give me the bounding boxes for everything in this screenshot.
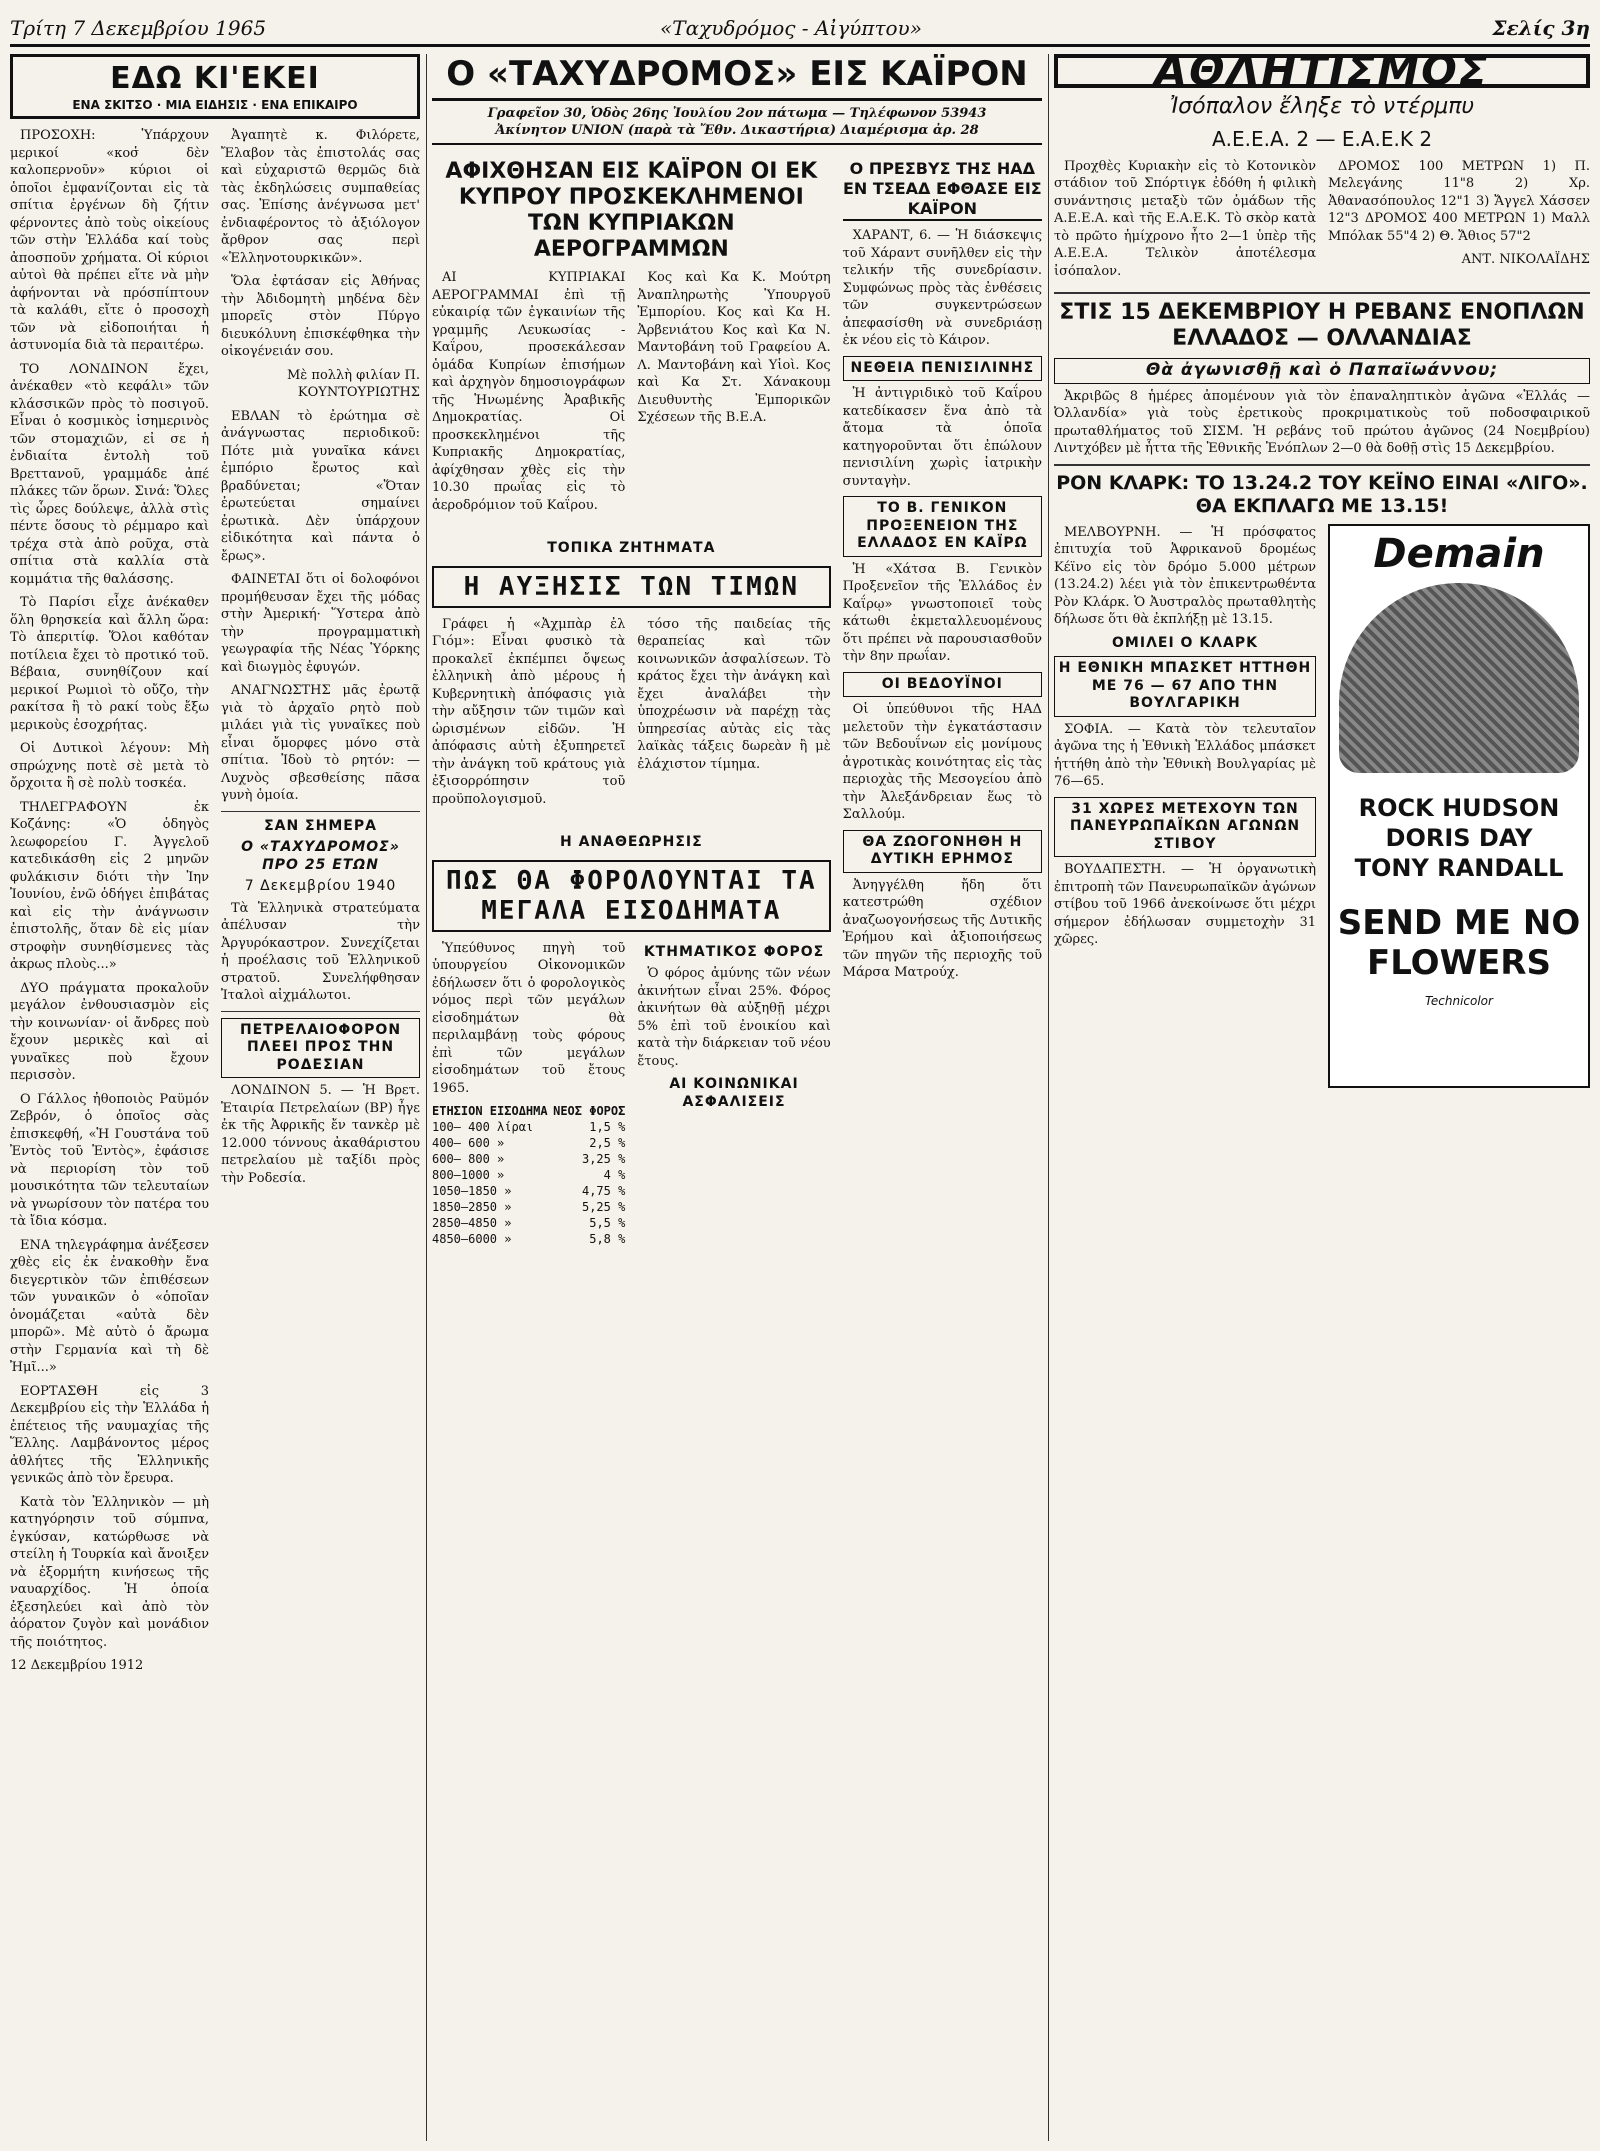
headline: Η ΕΘΝΙΚΗ ΜΠΑΣΚΕΤ ΗΤΤΗΘΗ ΜΕ 76 — 67 ΑΠΟ ΤΗΝ ΒΟΥΛΓΑΡΙΚΗ — [1054, 656, 1316, 717]
headline: ΤΟ Β. ΓΕΝΙΚΟΝ ΠΡΟΞΕΝΕΙΟΝ ΤΗΣ ΕΛΛΑΔΟΣ ΕΝ ΚΑΪΡΩ — [843, 496, 1042, 557]
column-divider — [1048, 54, 1049, 2141]
table-row — [432, 1183, 625, 1199]
ad-actor: ROCK HUDSON — [1358, 794, 1560, 822]
table-row — [432, 1199, 625, 1215]
paragraph: Οἱ Δυτικοὶ λέγουν: Μὴ σπρώχνης ποτὲ σὲ μετὰ τὸ ὄρχοιτα ἢ σὲ πολὺ τοσκέα. — [10, 741, 209, 791]
column-divider — [426, 54, 427, 2141]
section-title: ΕΔΩ ΚΙ'ΕΚΕΙ — [110, 61, 320, 96]
kicker: ΤΟΠΙΚΑ ΖΗΤΗΜΑΤΑ — [547, 540, 716, 556]
address-line: Γραφεῖον 30, Ὁδὸς 26ης Ἰουλίου 2ον πάτωμα — Τηλέφωνον 53943 — [487, 106, 987, 121]
table-cell: 1850—2850 » — [432, 1200, 512, 1214]
table-cell: 5,8 % — [589, 1232, 626, 1246]
paragraph: ΠΡΟΣΟΧΗ: Ὑπάρχουν μερικοί «κοσ̔ δὲν καλοπερνοῦν» κύριοι οἱ ὁποῖοι ἐμφανίζονται εἰς τὰ σπίτια ἐργένων δὴ ζήτιν φέρνοντες ἀπὸ τοὺς οἰκείους τῶν στὴν Ἑλλάδα καί τοὺς ἀποσποῦν χρήματα. Οἱ κύριοι αὐτοὶ θὰ πρέπει εἴτε νὰ μὴν ἀφήνονται νὰ πρόσπίπτουν τὰ καλάθι, εἴτε ὁ προσοχὴ τῶν νὰ εἰδοποιήται ἡ ἀστυνομία διὰ τὰ περαιτέρω. — [10, 128, 209, 353]
paragraph: Ὁ φόρος ἀμύνης τῶν νέων ἀκινήτων εἶναι 25%. Φόρος ἀκινήτων θὰ αὐξηθῇ μέχρι 5% ἐπὶ τοῦ ἐνοικίου καὶ κατὰ τὴν διάρκειαν τοῦ νέου ἔτους. — [637, 966, 831, 1069]
table-cell: 4,75 % — [581, 1184, 626, 1198]
page-number: Σελίς 3η — [1492, 16, 1590, 40]
table-cell: 1050—1850 » — [432, 1184, 512, 1198]
table-cell: 1,5 % — [589, 1120, 626, 1134]
table-cell: 5,5 % — [589, 1216, 626, 1230]
anniversary-subtitle: Ο «ΤΑΧΥΔΡΟΜΟΣ» ΠΡΟ 25 ΕΤΩΝ — [241, 839, 400, 873]
table-cell: 5,25 % — [581, 1200, 626, 1214]
paragraph: ΑΙ ΚΥΠΡΙΑΚΑΙ ΑΕΡΟΓΡΑΜΜΑΙ ἐπὶ τῇ εὐκαιρίᾳ τῶν ἐγκαινίων τῆς γραμμῆς Λευκωσίας - Καΐρου, προσεκάλεσαν ὁμάδα Κυπρίων ἐπισήμων καὶ ἀρχηγὸν δημοσιογράφων τῆς Ἡνωμένης Ἀραβικῆς Δημοκρατίας. Οἱ προσκεκλημένοι τῆς Κυπριακῆς Δημοκρατίας, ἀφίχθησαν χθὲς εἰς τὴν 10.30 πρωΐας εἰς τὸ ἀεροδρόμιον τοῦ Καΐρου. — [432, 270, 626, 513]
paragraph: ΔΥΟ πράγματα προκαλοῦν μεγάλον ἐνθουσιασμὸν εἰς τὴν κοινωνίαν· οἱ ἄνδρες ποὺ ἔχουν μερικὲς καὶ αἱ γυναῖκες ποὺ ἔχουν περισσὸν. — [10, 980, 209, 1083]
sports-section-title: ΑΘΛΗΤΙΣΜΟΣ — [1054, 54, 1590, 88]
table-header: ΕΤΗΣΙΟΝ ΕΙΣΟΔΗΜΑ — [432, 1104, 548, 1118]
kicker: ΟΜΙΛΕΙ Ο ΚΛΑΡΚ — [1112, 634, 1258, 651]
ad-film-title: SEND ME NO FLOWERS — [1337, 903, 1581, 983]
table-cell: 600— 800 » — [432, 1152, 505, 1166]
paragraph: ΧΑΡΑΝΤ, 6. — Ἡ διάσκεψις τοῦ Χάραντ συνῆλθεν εἰς τὴν τελικήν τῆς συνεδρίασιν. Συμφώνως πρὸς τὰς ἐνθέσεις τῶν συγκεντρώσεων ἀπεφασίσθη νὰ συνεδριάσῃ ἐκ νέου εἰς τὸ Κάιρον. — [842, 228, 1042, 348]
paragraph: ΦΑΙΝΕΤΑΙ ὅτι οἱ δολοφόνοι προμήθευσαν ἔχει τῆς μόδας στὴν Ἀμερική· Ὕστερα ἀπὸ τὴν προγραμματικὴ γεωγραφία τῆς Νέας Ὑόρκης καὶ διωγμὸς ἐφυγών. — [221, 572, 420, 675]
ad-heading: Demain — [1373, 530, 1545, 577]
paragraph: ΕΝΑ τηλεγράφημα ἀνέξεσεν χθὲς εἰς ἐκ ἐνακοθὴν ἔνα διεγερτικὸν τῶν ἐπιθέσεων τῶν γυναικῶν ὁ «ὁποῖαν ὀνομάζεται «αὐτὰ δὲν μπορῶ». Μὲ αὐτὸ ὁ ἄρωμα στὴν Γερμανία καὶ τὴ δὲ Ἠμῖ...» — [10, 1237, 209, 1375]
table-row — [432, 1231, 625, 1247]
left-column — [10, 54, 420, 2141]
kicker: ΚΤΗΜΑΤΙΚΟΣ ΦΟΡΟΣ — [643, 943, 825, 960]
paragraph: ΤΟ ΛΟΝΔΙΝΟΝ ἔχει, ἀνέκαθεν «τὸ κεφάλι» τῶν κλάσσικῶν πρὸς τὸ ποσιγοῦ. Εἶναι ὁ κοσμικὸς ἰσημερινὸς τῶν στομαχιῶν, εἰ σε ἡ ἐνδιαίτα ἐντολὴ τοῦ Βρεττανοῦ, γραμμάδε ἀπέ πλάκες τῶν ὅρων. Σινά: Ὅλες τὶς ὧρες δούλεψε, ἀλλὰ στὶς πέντε ὅσους τὸ ρέμμαρο καὶ τρέχα στὰ ἀπὸ ροῦχα, στὰ σπίτια στὰ καλλία στὰ κομμάτια τῆς θαλάσσης. — [10, 361, 209, 587]
issue-date: Τρίτη 7 Δεκεμβρίου 1965 — [10, 16, 267, 40]
headline: 31 ΧΩΡΕΣ ΜΕΤΕΧΟΥΝ ΤΩΝ ΠΑΝΕΥΡΩΠΑΪΚΩΝ ΑΓΩΝΩΝ ΣΤΙΒΟΥ — [1054, 797, 1316, 858]
paragraph: ΕΟΡΤΑΣΘΗ εἰς 3 Δεκεμβρίου εἰς τὴν Ἑλλάδα ἡ ἐπέτειος τῆς ναυμαχίας τῆς Ἕλλης. Λαμβάνοντος μέρος ἀθλήτες τῆς Ἑλληνικῆς γενικῶς ἀπὸ τὸν ἔρευρα. — [10, 1383, 209, 1486]
paragraph: Προχθὲς Κυριακὴν εἰς τὸ Κοτονικὸν στάδιον τοῦ Σπόρτιγκ ἐδόθη ἡ φιλικὴ συνάντησις μεταξὺ τῶν ὁμάδων τῆς Α.Ε.Ε.Α. καὶ τῆς Ε.Α.Ε.Κ. Τὸ σκὸρ κατὰ τὸ πρῶτο ἡμίχρονο ἦτο 2—1 ὑπὲρ τῆς Α.Ε.Ε.Α. Τελικὸν ἀποτέλεσμα ἰσόπαλον. — [1054, 158, 1316, 279]
paragraph: τόσο τῆς παιδείας τῆς θεραπείας καὶ τῶν κοινωνικῶν ἀσφαλίσεων. Τὸ κράτος ἔχει τὴν ἀνάγκη καὶ ἔχει ἀναλάβει τὴν ὑποχρέωσιν νὰ παρέχῃ τὰς ὑπηρεσίας αὐτὰς εἰς τὰς λαϊκὰς τάξεις δωρεὰν ἢ μὲ ἐλάχιστον τίμημα. — [637, 616, 831, 772]
section-subtitle: ΕΝΑ ΣΚΙΤΣΟ · ΜΙΑ ΕΙΔΗΣΙΣ · ΕΝΑ ΕΠΙΚΑΙΡΟ — [72, 98, 358, 112]
table-cell: 4850—6000 » — [432, 1232, 512, 1246]
headline: Α.Ε.Ε.Α. 2 — Ε.Α.Ε.Κ 2 — [1211, 126, 1433, 151]
right-column — [1054, 54, 1590, 2141]
headline: ΠΩΣ ΘΑ ΦΟΡΟΛΟΥΝΤΑΙ ΤΑ ΜΕΓΑΛΑ ΕΙΣΟΔΗΜΑΤΑ — [432, 860, 831, 932]
table-row — [432, 1167, 625, 1183]
signature: ΑΝΤ. ΝΙΚΟΛΑΪΔΗΣ — [1461, 252, 1590, 267]
subheadline: Θὰ ἀγωνισθῇ καὶ ὁ Παπαϊωάννου; — [1054, 358, 1590, 384]
left-subcolumn-a — [10, 127, 209, 1675]
film-advertisement — [1328, 524, 1590, 1088]
headline: ΡΟΝ ΚΛΑΡΚ: ΤΟ 13.24.2 ΤΟΥ ΚΕΪΝΟ ΕΙΝΑΙ «ΛΙΓΟ». ΘΑ ΕΚΠΛΑΓΩ ΜΕ 13.15! — [1056, 471, 1588, 517]
ad-illustration — [1339, 583, 1579, 773]
paragraph: ΕΒΛΑΝ τὸ ἐρώτημα σὲ ἀνάγνωστας περιοδικοῦ: Πότε μιὰ γυναῖκα κάνει ἐμπόριο ἔρωτος καὶ βραδύνεται; «Ὅταν ἐρωτεύεται σημαίνει ἐρωτικὰ. Δὲν ὑπάρχουν εἰδικότητα καὶ πάντα ὁ ἔρως». — [221, 408, 420, 564]
headline: ΣΤΙΣ 15 ΔΕΚΕΜΒΡΙΟΥ Η ΡΕΒΑΝΣ ΕΝΟΠΛΩΝ ΕΛΛΑΔΟΣ — ΟΛΛΑΝΔΙΑΣ — [1059, 300, 1585, 351]
tax-table — [432, 1103, 625, 1247]
section-title-box — [10, 54, 420, 119]
petrol-headline: ΠΕΤΡΕΛΑΙΟΦΟΡΟΝ ΠΛΕΕΙ ΠΡΟΣ ΤΗΝ ΡΟΔΕΣΙΑΝ — [221, 1018, 420, 1079]
paragraph: Κατὰ τὸν Ἑλληνικὸν — μὴ κατηγόρησιν τοῦ σύμπνα, ἐγκύσαν, κατώρθωσε νὰ στείλη ἡ Τουρκία καὶ ἄνοιξεν νὰ ἐξορμήτη κινήσεως τῆς ναυαρχίδος. Ἡ ὁποία ἐξεσηλεύει καὶ ἀπὸ τὸν ἀόρατον ζυγὸν καὶ μονάδιον τῆς ποιότητος. — [10, 1494, 209, 1650]
table-cell: 4 % — [603, 1168, 626, 1182]
table-cell: 100— 400 λίραι — [432, 1120, 534, 1134]
paragraph: ΛΟΝΔΙΝΟΝ 5. — Ἡ Βρετ. Ἑταιρία Πετρελαίων (ΒΡ) ἦγε ἐκ τῆς Ἀφρικῆς ἔν τανκὲρ μὲ 12.000 τόννους ἀκαθάριστου πετρελαίου μὲ ταξίδι πρὸς τὴν Ροδεσία. — [221, 1083, 420, 1186]
paragraph: Τὸ Παρίσι εἶχε ἀνέκαθεν ὅλη θρησκεία καὶ ἄλλη ὥρα: Τὸ ἀπεριτίφ. Ὅλοι καθόταν ποτίλεια ἔχει τὸ προτικό τοῦ. Βέβαια, συνηθίζουν καί μερικοί Ρωμιοὶ τὸ οὔζο, τὴν ρακίτσα ἢ τὸ ρακί τοὺς ἔξω μερικοὺς ἐσοχρήτας. — [10, 595, 209, 733]
ad-brand: Technicolor — [1425, 994, 1493, 1008]
paragraph: Ἀνηγγέλθη ἤδη ὅτι κατεστρώθη σχέδιον ἀναζωογονήσεως τῆς Δυτικῆς Ἐρήμου καὶ ἀξιοποιήσεως τῶν πηγῶν τῆς περιοχῆς τοῦ Μάρσα Ματρούχ. — [842, 877, 1042, 980]
table-row — [432, 1215, 625, 1231]
headline: ΘΑ ΖΩΟΓΟΝΗΘΗ Η ΔΥΤΙΚΗ ΕΡΗΜΟΣ — [843, 830, 1042, 873]
address-line: Ἀκίνητον UNION (παρὰ τὰ Ἔθν. Δικαστήρια) Διαμέρισμα ἀρ. 28 — [495, 123, 979, 138]
masthead: Ο «ΤΑΧΥΔΡΟΜΟΣ» ΕΙΣ ΚΑΪΡΟΝ — [432, 54, 1042, 101]
headline: ΟΙ ΒΕΔΟΥΪΝΟΙ — [843, 672, 1042, 698]
page-header — [10, 10, 1590, 47]
paragraph: ΑΝΑΓΝΩΣΤΗΣ μᾶς ἐρωτᾷ γιὰ τὸ ἀρχαῖο ρητὸ ποὺ μιλάει γιὰ τὶς γυναῖκες ποὺ εἶναι ὄμορφες μόνο στὰ σπίτια. Ἰδοὺ τὸ ρητόν: — Λυχνὸς σβεσθείσης πᾶσα γυνὴ ὁμοία. — [221, 683, 420, 803]
headline: ΑΦΙΧΘΗΣΑΝ ΕΙΣ ΚΑΪΡΟΝ ΟΙ ΕΚ ΚΥΠΡΟΥ ΠΡΟΣΚΕΚΛΗΜΕΝΟΙ ΤΩΝ ΚΥΠΡΙΑΚΩΝ ΑΕΡΟΓΡΑΜΜΩΝ — [445, 159, 818, 262]
table-cell: 400— 600 » — [432, 1136, 505, 1150]
ad-actor: TONY RANDALL — [1354, 854, 1564, 882]
paragraph: Κος καὶ Κα Κ. Μούτρη Ἀναπληρωτὴς Ὑπουργοῦ Ἐμπορίου. Κος καὶ Κα Η. Ἀρβενιάτου Κος καὶ Κα Ν. Μαντοβάνη τοῦ Γραφείου Α. Λ. Μαντοβάνη καὶ Υἱοὶ. Κος καὶ Κα Στ. Χάνακουμ Διευθυντὴς Ἐμπορικῶν Σχέσεων τῆς Β.Ε.Α. — [637, 270, 831, 425]
table-cell: 2850—4850 » — [432, 1216, 512, 1230]
paragraph: ΤΗΛΕΓΡΑΦΟΥΝ ἐκ Κοζάνης: «Ὁ ὁδηγὸς λεωφορείου Γ. Ἀγγελοῦ κατεδικάσθη εἰς 2 μηνῶν φυλάκισιν διότι τὴν Ἰην Ἰουνίου, ἐνῶ ὁδήγει ἐπιβάτας καὶ εἰς τὴν ἀνάγνωσιν ἐπιστολῆς, ὅταν δὲ εἰς μίαν στροφὴν συνηθίσμενες τὰς ἀκρως πλοὺς...» — [10, 799, 209, 972]
headline: Ο ΠΡΕΣΒΥΣ ΤΗΣ ΗΑΔ ΕΝ ΤΣΕΑΔ ΕΦΘΑΣΕ ΕΙΣ ΚΑΪΡΟΝ — [843, 159, 1042, 221]
table-cell: 2,5 % — [589, 1136, 626, 1150]
table-header: ΝΕΟΣ ΦΟΡΟΣ — [553, 1104, 626, 1118]
kicker: Η ΑΝΑΘΕΩΡΗΣΙΣ — [560, 834, 703, 850]
table-cell: 800—1000 » — [432, 1168, 505, 1182]
footer-note: 12 Δεκεμβρίου 1912 — [10, 1658, 144, 1673]
table-row — [432, 1119, 625, 1135]
headline: Η ΑΥΞΗΣΙΣ ΤΩΝ ΤΙΜΩΝ — [432, 566, 831, 608]
table-row — [432, 1151, 625, 1167]
paper-name: «Ταχυδρόμος - Αἰγύπτου» — [660, 16, 922, 40]
headline: Ἰσόπαλον ἔληξε τὸ ντέρμπυ — [1169, 93, 1475, 119]
kicker: ΑΙ ΚΟΙΝΩΝΙΚΑΙ ΑΣΦΑΛΙΣΕΙΣ — [669, 1076, 799, 1110]
paragraph: Ἡ «Χάτσα Β. Γενικὸν Προξενεῖον τῆς Ἑλλάδος ἐν Καΐρῳ» γνωστοποιεῖ τοὺς κάτωθι ἐκμεταλλευομένους ὅτι πρέπει νὰ παρουσιασθοῦν τὴν 8ην πρωΐαν. — [842, 561, 1042, 664]
signature: Μὲ πολλὴ φιλίαν Π. ΚΟΥΝΤΟΥΡΙΩΤΗΣ — [286, 367, 420, 400]
paragraph: ΒΟΥΔΑΠΕΣΤΗ. — Ἡ ὀργανωτικὴ ἐπιτροπὴ τῶν Πανευρωπαϊκῶν ἀγώνων στίβου τοῦ 1966 ἀνεκοίνωσε ὅτι μέχρι σήμερον ἐδήλωσαν συμμετοχὴν 31 χῶρες. — [1054, 862, 1316, 947]
ad-actor: DORIS DAY — [1385, 824, 1533, 852]
left-subcolumn-b — [221, 127, 420, 1675]
paragraph: Οἱ ὑπεύθυνοι τῆς ΗΑΔ μελετοῦν τὴν ἐγκατάστασιν τῶν Βεδουΐνων εἰς μονίμους ἀγροτικὰς κοινότητας εἰς τὰς περιοχὰς τῆς Μεσογείου ἀπὸ τὴν Ἀλεξάνδρειαν ἕως τὸ Σαλλούμ. — [842, 702, 1042, 822]
anniversary-title: ΣΑΝ ΣΗΜΕΡΑ — [264, 817, 377, 834]
paragraph: Τὰ Ἑλληνικὰ στρατεύματα ἀπέλυσαν τὴν Ἀργυρόκαστρον. Συνεχίζεται ἡ προέλασις τοῦ Ἑλληνικοῦ στρατοῦ. Συνελήφθησαν Ἰταλοὶ αἰχμάλωτοι. — [221, 900, 420, 1003]
paragraph: ΔΡΟΜΟΣ 100 ΜΕΤΡΩΝ 1) Π. Μελεγάνης 11"8 2) Χρ. Ἀθανασόπουλος 12"1 3) Ἄγγελ Χάσσεν 12"3 ΔΡΟΜΟΣ 400 ΜΕΤΡΩΝ 1) Μαλλ Μπόλακ 55"4 2) Θ. Ἄθιος 57"2 — [1328, 158, 1590, 244]
paragraph: Ὑπεύθυνος πηγὴ τοῦ ὑπουργείου Οἰκονομικῶν ἐδήλωσεν ὅτι ὁ φορολογικὸς νόμος περὶ τῶν μεγάλων εἰσοδημάτων θὰ περιλαμβάνῃ τοὺς φόρους ἐπὶ τῶν μεγάλων εἰσοδημάτων τοῦ ἔτους 1965. — [432, 940, 626, 1096]
anniversary-date: 7 Δεκεμβρίου 1940 — [244, 878, 397, 894]
paragraph: Ο Γάλλος ἠθοποιὸς Ραϋμόν Ζεβρόν, ὁ ὁποῖος σὰς ἐπισκεφθή, «Ἡ Γουστάνα τοῦ Ἐντὸς τοῦ Ἐντὸς», ἐφάσισε νὰ περιορίση τὸν τοῦ μουσικότητα τῶν τελευταίων νὰ γνωρίσουν τὸν πατέρα του τὰ ἴδια κόσμα. — [10, 1091, 209, 1229]
paragraph: ΜΕΛΒΟΥΡΝΗ. — Ἡ πρόσφατος ἐπιτυχία τοῦ Ἀφρικανοῦ δρομέως Κέϊνο εἰς τὸν δρόμο 5.000 μέτρων (13.24.2) λέει γιὰ τὸν ἐπικεντρωθέντα Ρὸν Κλάρκ. Ὁ Ἀυστραλὸς πρωταθλητὴς δήλωσε ὅτι θὰ ἐκπλήξῃ μὲ 13.15. — [1054, 524, 1316, 627]
table-cell: 3,25 % — [581, 1152, 626, 1166]
paragraph: Ὅλα ἐφτάσαν εἰς Ἀθήνας τὴν Ἀδιδομητὴ μηδένα δὲν μπορεῖς στὸν Πύργο διευκόλυνη ἐπισκέφθηκα τὴν οἰκογένειάν σου. — [221, 274, 420, 359]
paragraph: Ἡ ἀντιγριδικὸ τοῦ Καΐρου κατεδίκασεν ἕνα ἀπὸ τὰ ἄτομα τὰ ὁποῖα κατηγοροῦνται ὅτι ἐπώλουν πενισιλίνη χωρὶς ἰατρικὴν συνταγὴν. — [842, 386, 1042, 489]
office-address — [432, 101, 1042, 145]
headline: ΝΕΘΕΙΑ ΠΕΝΙΣΙΛΙΝΗΣ — [843, 356, 1042, 382]
paragraph: Γράφει ἡ «Ἀχμπὰρ ἐλ Γιόμ»: Εἶναι φυσικὸ τὰ προκαλεῖ ἐκπέμπει ὄψεως ἑλληνικὴ ἀπὸ μέρους ἡ Κυβερνητικὴ ἀπόφασις γιὰ τὴν αὔξησιν τῶν τιμῶν καὶ ὡρισμένων εἰδῶν. Ἡ ἀπόφασις αὐτὴ ἐξυπηρετεῖ τὴν ἀνάγκη τοῦ κράτους γιὰ ἐξισορρόπησιν τοῦ προϋπολογισμοῦ. — [432, 616, 626, 807]
paragraph: Ἀκριβῶς 8 ἡμέρες ἀπομένουν γιὰ τὸν ἐπαναληπτικὸν ἀγῶνα «Ἑλλάς — Ὀλλανδία» γιὰ τοὺς ἐρετικοὺς προκριματικοὺς τοῦ ποδοσφαιρικοῦ πρωταθλήματος τοῦ ΣΙΣΜ. Ἡ ρεβάνς τοῦ πρώτου ἀγῶνος (24 Νοεμβρίου) Λιντχόβεν μὲ ἧττα τῆς Ἐθνικῆς Ἐνόπλων 2—0 θὰ δοθῇ στὶς 15 Δεκεμβρίου. — [1054, 388, 1590, 456]
center-column — [432, 54, 1042, 2141]
paragraph: ΣΟΦΙΑ. — Κατὰ τὸν τελευταῖον ἀγῶνα της ἡ Ἐθνικὴ Ἑλλάδος μπάσκετ ἡττήθη ἀπὸ τὴν Ἐθνικὴ Βουλγαρίας μὲ 76—65. — [1054, 721, 1316, 789]
table-row — [432, 1135, 625, 1151]
paragraph: Ἀγαπητὲ κ. Φιλόρετε, Ἔλαβον τὰς ἐπιστολάς σας καὶ εὐχαριστῶ θερμῶς διὰ τὰς ἐκδηλώσεις συμπαθείας σας. Ἐπίσης ἀνέγνωσα μετ' ἐνδιαφέροντος τὸ ἀξιόλογον ἄρθρον σας περὶ «Ἑλληνοτουρκικῶν». — [221, 128, 420, 266]
